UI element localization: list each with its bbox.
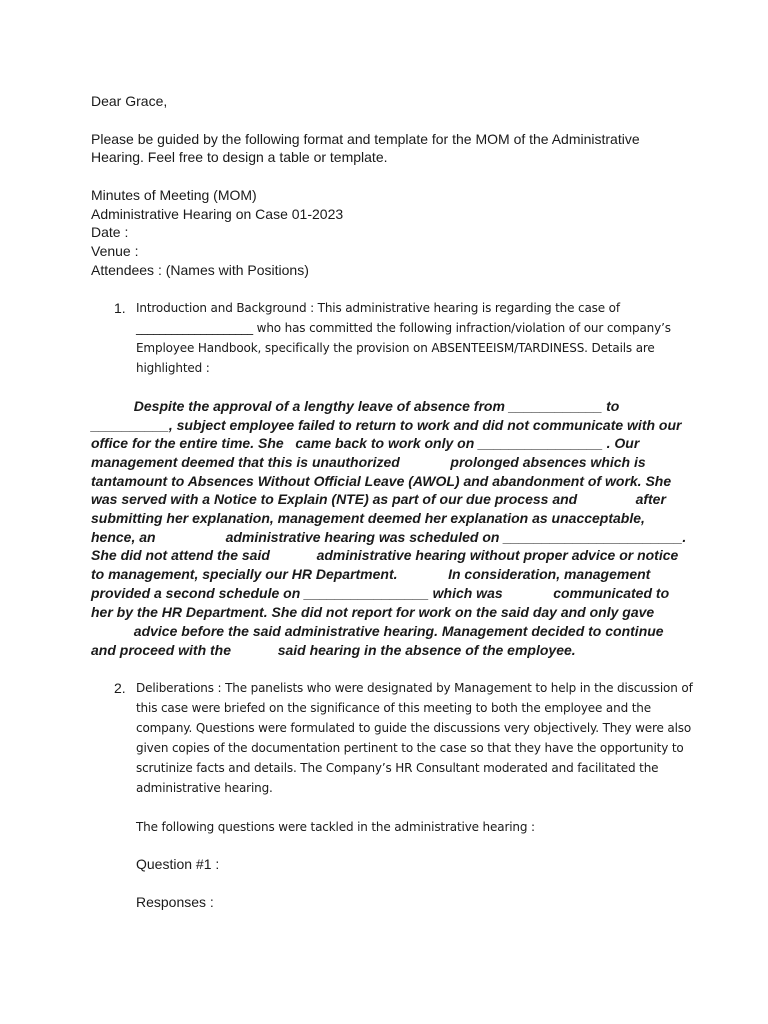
details-line: submitting her explanation, management deemed her explanation as unacceptable, <box>91 510 645 526</box>
section1-line: Employee Handbook, specifically the provision on ABSENTEEISM/TARDINESS. Details are <box>136 341 655 355</box>
intro-line: Hearing. Feel free to design a table or template. <box>91 149 388 165</box>
mom-title: Minutes of Meeting (MOM) <box>91 187 257 203</box>
details-line: office for the entire time. She came back to work only on ________________ . Our <box>91 435 640 451</box>
section1-line: ____________________ who has committed the following infraction/violation of our company’s <box>136 321 671 335</box>
details-line: She did not attend the said administrative hearing without proper advice or notice <box>91 547 679 563</box>
date-field: Date : <box>91 224 129 240</box>
section-number: 1. <box>114 300 126 316</box>
section2-line: company. Questions were formulated to guide the discussions very objectively. They were also <box>136 721 692 735</box>
attendees-field: Attendees : (Names with Positions) <box>91 262 309 278</box>
details-line: provided a second schedule on ________________ which was communicated to <box>91 585 670 601</box>
questions-intro: The following questions were tackled in the administrative hearing : <box>136 820 535 834</box>
details-line: tantamount to Absences Without Official Leave (AWOL) and abandonment of work. She <box>91 473 672 489</box>
details-line: was served with a Notice to Explain (NTE) as part of our due process and after <box>91 491 666 507</box>
details-line: to management, specially our HR Department. In consideration, management <box>91 566 651 582</box>
details-line: management deemed that this is unauthorized prolonged absences which is <box>91 454 646 470</box>
greeting: Dear Grace, <box>91 93 168 109</box>
details-line: hence, an administrative hearing was scheduled on _______________________. <box>91 529 687 545</box>
section1-line: highlighted : <box>136 361 210 375</box>
question-label: Question #1 : <box>136 856 220 872</box>
details-line: and proceed with the said hearing in the absence of the employee. <box>91 642 576 658</box>
section-number: 2. <box>114 680 126 696</box>
section2-line: administrative hearing. <box>136 781 273 795</box>
section1-line: Introduction and Background : This administrative hearing is regarding the case of <box>136 301 620 315</box>
section2-line: this case were briefed on the significance of this meeting to both the employee and the <box>136 701 651 715</box>
details-line: __________, subject employee failed to return to work and did not communicate with our <box>91 417 682 433</box>
details-line: advice before the said administrative hearing. Management decided to continue <box>91 623 664 639</box>
section2-line: scrutinize facts and details. The Company’s HR Consultant moderated and facilitated the <box>136 761 659 775</box>
section2-line: given copies of the documentation pertinent to the case so that they have the opportunity to <box>136 741 684 755</box>
intro-line: Please be guided by the following format and template for the MOM of the Administrative <box>91 131 640 147</box>
venue-field: Venue : <box>91 243 139 259</box>
details-line: Despite the approval of a lengthy leave of absence from ____________ to <box>91 398 620 414</box>
responses-label: Responses : <box>136 894 214 910</box>
section2-line: Deliberations : The panelists who were designated by Management to help in the discussion of <box>136 681 693 695</box>
details-line: her by the HR Department. She did not report for work on the said day and only gave <box>91 604 655 620</box>
case-title: Administrative Hearing on Case 01-2023 <box>91 206 344 222</box>
